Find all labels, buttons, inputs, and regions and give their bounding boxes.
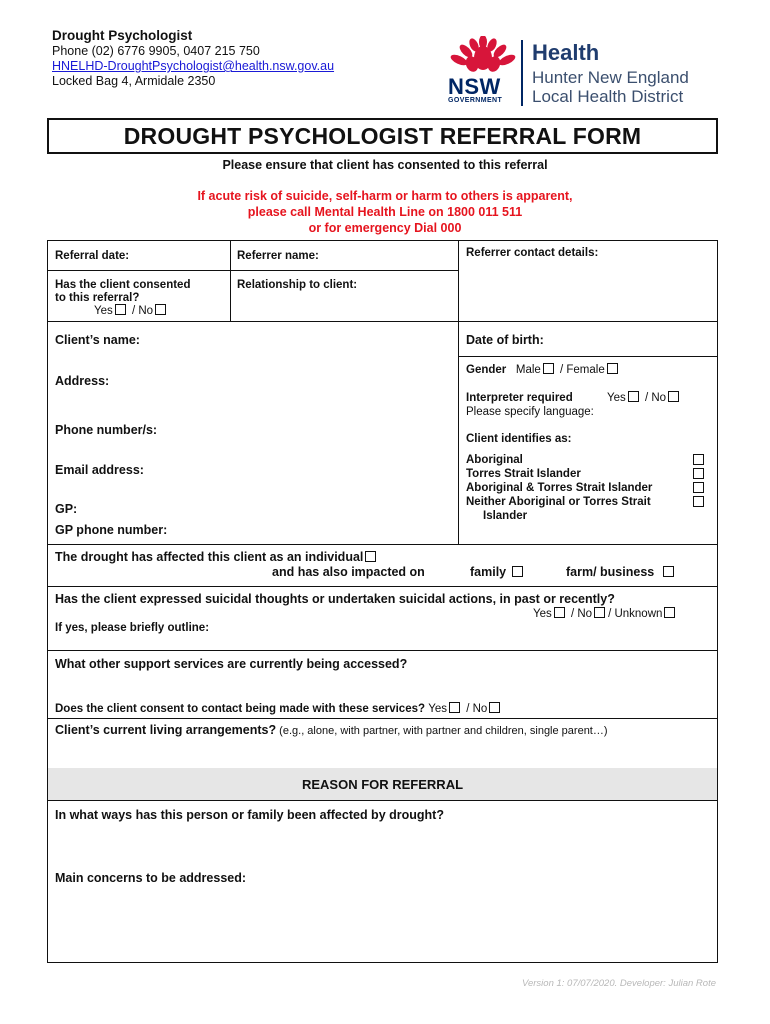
drought-also-label: and has also impacted on	[272, 565, 425, 579]
farm-label: farm/ business	[566, 565, 655, 579]
female-checkbox[interactable]	[607, 363, 618, 374]
gender-row	[466, 363, 621, 377]
government-wordmark: GOVERNMENT	[448, 97, 503, 104]
family-label: family	[470, 565, 507, 579]
gp-label[interactable]: GP:	[55, 502, 78, 516]
individual-checkbox[interactable]	[365, 551, 376, 562]
interpreter-label: Interpreter required	[466, 392, 573, 404]
referrer-contact-label[interactable]: Referrer contact details:	[466, 247, 599, 259]
divider	[458, 356, 718, 357]
email-address-label[interactable]: Email address:	[55, 463, 144, 477]
torres-strait-checkbox[interactable]	[693, 468, 704, 479]
warning-line-1: If acute risk of suicide, self-harm or harm to others is apparent,	[197, 189, 573, 203]
female-label: / Female	[560, 364, 605, 376]
referrer-name-label[interactable]: Referrer name:	[237, 250, 319, 262]
consent-no-checkbox[interactable]	[155, 304, 166, 315]
consent-no-label: / No	[131, 305, 154, 317]
suicidal-question: Has the client expressed suicidal thoughts or undertaken suicidal actions, in past or recently?	[55, 592, 615, 606]
warning-line-3: or for emergency Dial 000	[308, 221, 462, 235]
living-hint: (e.g., alone, with partner, with partner and children, single parent…)	[276, 725, 608, 737]
phone-line: Phone (02) 6776 9905, 0407 215 750	[52, 44, 260, 58]
divider	[47, 321, 718, 322]
consented-question-2: to this referral?	[55, 292, 140, 304]
version-footer: Version 1: 07/07/2020. Developer: Julian Rote	[522, 978, 716, 989]
both-checkbox[interactable]	[693, 482, 704, 493]
gender-label: Gender	[466, 364, 507, 376]
reason-heading: REASON FOR REFERRAL	[48, 768, 717, 800]
support-yes-label: Yes	[428, 703, 447, 715]
male-label: Male	[515, 364, 541, 376]
org-name: Drought Psychologist	[52, 28, 193, 43]
logo-divider	[521, 40, 523, 106]
warning-line-2: please call Mental Health Line on 1800 011 511	[247, 205, 523, 219]
living-row[interactable]	[55, 723, 608, 738]
identity-neither-cont: Islander	[483, 510, 528, 522]
suicidal-yes-checkbox[interactable]	[554, 607, 565, 618]
support-question[interactable]: What other support services are currently being accessed?	[55, 657, 408, 671]
consent-yes-checkbox[interactable]	[115, 304, 126, 315]
support-no-checkbox[interactable]	[489, 702, 500, 713]
suicidal-yes-label: Yes	[533, 608, 552, 620]
logo-district-line2: Local Health District	[532, 87, 684, 106]
waratah-icon	[448, 36, 518, 76]
logo-health: Health	[532, 40, 600, 65]
dob-label[interactable]: Date of birth:	[466, 333, 544, 347]
identity-both: Aboriginal & Torres Strait Islander	[466, 482, 653, 494]
language-label[interactable]: Please specify language:	[466, 406, 594, 418]
relationship-label[interactable]: Relationship to client:	[237, 279, 358, 291]
nsw-wordmark: NSW	[448, 74, 501, 99]
identity-neither: Neither Aboriginal or Torres Strait	[466, 496, 651, 508]
interpreter-options	[607, 391, 682, 405]
email-link[interactable]: HNELHD-DroughtPsychologist@health.nsw.gov.au	[52, 59, 335, 73]
suicidal-no-checkbox[interactable]	[594, 607, 605, 618]
identity-aboriginal: Aboriginal	[466, 454, 523, 466]
header-contact	[52, 28, 334, 89]
drought-individual-label: The drought has affected this client as an individual	[55, 550, 364, 564]
drought-individual-row	[55, 550, 379, 564]
consent-note: Please ensure that client has consented to this referral	[222, 158, 548, 172]
suicidal-unknown-label: / Unknown	[608, 608, 663, 620]
divider	[47, 544, 718, 545]
living-label: Client’s current living arrangements?	[55, 723, 277, 737]
interpreter-yes-checkbox[interactable]	[628, 391, 639, 402]
interpreter-no-label: / No	[644, 392, 667, 404]
divider	[47, 270, 458, 271]
phone-numbers-label[interactable]: Phone number/s:	[55, 423, 158, 437]
referral-date-label[interactable]: Referral date:	[55, 250, 130, 262]
support-consent-row	[55, 702, 503, 716]
form-title: DROUGHT PSYCHOLOGIST REFERRAL FORM	[123, 122, 642, 149]
interpreter-no-checkbox[interactable]	[668, 391, 679, 402]
male-checkbox[interactable]	[543, 363, 554, 374]
family-row	[470, 565, 526, 579]
divider	[47, 718, 718, 719]
support-consent-label: Does the client consent to contact being made with these services?	[55, 703, 426, 715]
postal-address: Locked Bag 4, Armidale 2350	[52, 74, 216, 88]
identifies-label: Client identifies as:	[466, 433, 572, 445]
client-name-label[interactable]: Client’s name:	[55, 333, 140, 347]
divider	[458, 240, 459, 544]
suicidal-unknown-checkbox[interactable]	[664, 607, 675, 618]
gp-phone-label[interactable]: GP phone number:	[55, 523, 168, 537]
neither-checkbox[interactable]	[693, 496, 704, 507]
divider	[47, 800, 718, 801]
divider	[47, 650, 718, 651]
identity-torres-strait: Torres Strait Islander	[466, 468, 581, 480]
support-no-label: / No	[466, 703, 488, 715]
suicidal-no-label: / No	[570, 608, 593, 620]
aboriginal-checkbox[interactable]	[693, 454, 704, 465]
consent-options	[94, 304, 169, 318]
affected-question[interactable]: In what ways has this person or family been affected by drought?	[55, 808, 444, 822]
logo-district-line1: Hunter New England	[532, 68, 689, 87]
family-checkbox[interactable]	[512, 566, 523, 577]
support-yes-checkbox[interactable]	[449, 702, 460, 713]
nsw-health-logo	[442, 36, 732, 110]
form-title-box	[47, 118, 718, 154]
consented-question-1: Has the client consented	[55, 279, 191, 291]
interpreter-yes-label: Yes	[607, 392, 626, 404]
farm-checkbox[interactable]	[663, 566, 674, 577]
suicidal-outline-label[interactable]: If yes, please briefly outline:	[55, 622, 210, 634]
farm-row	[566, 565, 677, 579]
divider	[47, 586, 718, 587]
consent-yes-label: Yes	[94, 305, 113, 317]
suicidal-options	[533, 607, 678, 621]
concerns-label[interactable]: Main concerns to be addressed:	[55, 871, 247, 885]
divider	[230, 240, 231, 321]
address-label[interactable]: Address:	[55, 374, 110, 388]
